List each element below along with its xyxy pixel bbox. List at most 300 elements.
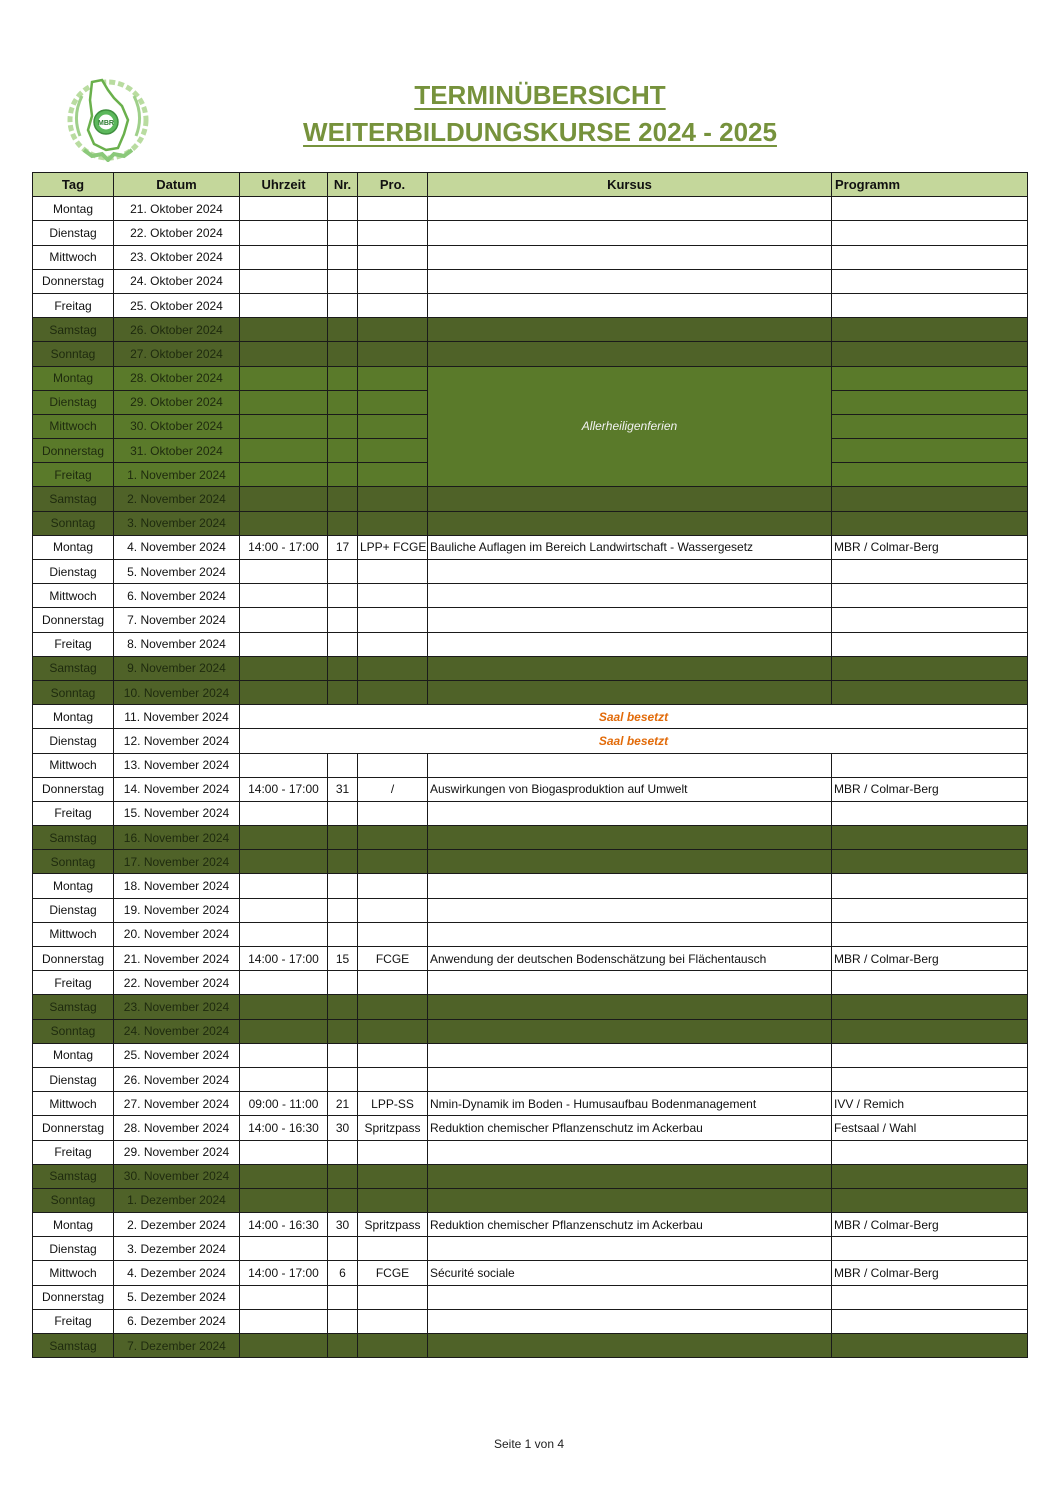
cell-pro [358,1237,428,1261]
cell-tag: Donnerstag [33,608,114,632]
table-row [33,1334,1028,1358]
table-row [33,898,1028,922]
table-row [33,1019,1028,1043]
cell-tag: Mittwoch [33,245,114,269]
cell-pro [358,1334,428,1358]
cell-tag: Donnerstag [33,1116,114,1140]
cell-nr [328,801,358,825]
table-row [33,197,1028,221]
cell-programm [832,922,1028,946]
cell-pro [358,632,428,656]
cell-tag: Mittwoch [33,1092,114,1116]
cell-uhrzeit [240,439,328,463]
cell-datum: 5. November 2024 [114,560,240,584]
cell-uhrzeit: 14:00 - 16:30 [240,1116,328,1140]
cell-kursus [428,245,832,269]
cell-uhrzeit [240,898,328,922]
cell-datum: 27. Oktober 2024 [114,342,240,366]
cell-kursus [428,898,832,922]
cell-programm [832,269,1028,293]
cell-tag: Samstag [33,1334,114,1358]
cell-tag: Samstag [33,1164,114,1188]
cell-uhrzeit [240,656,328,680]
cell-datum: 2. Dezember 2024 [114,1213,240,1237]
cell-tag: Montag [33,1213,114,1237]
cell-nr [328,584,358,608]
cell-kursus [428,1334,832,1358]
cell-programm [832,1188,1028,1212]
cell-tag: Donnerstag [33,439,114,463]
cell-datum: 8. November 2024 [114,632,240,656]
cell-nr [328,366,358,390]
cell-datum: 24. Oktober 2024 [114,269,240,293]
cell-tag: Sonntag [33,342,114,366]
cell-nr [328,874,358,898]
cell-pro [358,898,428,922]
cell-nr [328,269,358,293]
cell-nr [328,922,358,946]
cell-datum: 26. Oktober 2024 [114,318,240,342]
cell-uhrzeit: 09:00 - 11:00 [240,1092,328,1116]
cell-datum: 23. November 2024 [114,995,240,1019]
cell-nr [328,971,358,995]
table-row [33,632,1028,656]
cell-uhrzeit [240,318,328,342]
cell-programm [832,1164,1028,1188]
table-row [33,680,1028,704]
table-row [33,1237,1028,1261]
cell-nr: 21 [328,1092,358,1116]
cell-kursus: Auswirkungen von Biogasproduktion auf Umwelt [428,777,832,801]
cell-pro [358,293,428,317]
cell-kursus [428,1237,832,1261]
cell-tag: Mittwoch [33,753,114,777]
cell-datum: 15. November 2024 [114,801,240,825]
cell-kursus [428,269,832,293]
cell-datum: 7. Dezember 2024 [114,1334,240,1358]
cell-nr [328,632,358,656]
cell-uhrzeit [240,1188,328,1212]
table-header-row [33,173,1028,197]
table-row [33,1285,1028,1309]
cell-kursus [428,874,832,898]
cell-programm [832,753,1028,777]
cell-nr [328,1309,358,1333]
cell-uhrzeit [240,826,328,850]
cell-programm [832,656,1028,680]
cell-kursus [428,511,832,535]
cell-programm: MBR / Colmar-Berg [832,535,1028,559]
cell-pro [358,1188,428,1212]
cell-programm [832,608,1028,632]
cell-tag: Donnerstag [33,1285,114,1309]
cell-programm [832,826,1028,850]
cell-nr [328,1285,358,1309]
cell-tag: Freitag [33,971,114,995]
cell-busy-note: Saal besetzt [240,729,1028,753]
cell-datum: 14. November 2024 [114,777,240,801]
cell-tag: Dienstag [33,390,114,414]
cell-tag: Dienstag [33,1237,114,1261]
cell-nr [328,826,358,850]
cell-pro [358,221,428,245]
cell-uhrzeit [240,1067,328,1091]
table-body [33,197,1028,1358]
cell-tag: Dienstag [33,221,114,245]
col-header-programm: Programm [832,173,1028,197]
cell-kursus: Anwendung der deutschen Bodenschätzung bei Flächentausch [428,947,832,971]
cell-programm: MBR / Colmar-Berg [832,777,1028,801]
cell-nr [328,1019,358,1043]
cell-datum: 28. November 2024 [114,1116,240,1140]
cell-programm: MBR / Colmar-Berg [832,947,1028,971]
cell-pro [358,922,428,946]
cell-tag: Donnerstag [33,777,114,801]
table-row [33,245,1028,269]
cell-programm [832,245,1028,269]
cell-datum: 6. November 2024 [114,584,240,608]
cell-nr [328,414,358,438]
cell-uhrzeit [240,511,328,535]
cell-uhrzeit [240,608,328,632]
cell-pro [358,850,428,874]
table-row [33,850,1028,874]
table-row [33,971,1028,995]
cell-uhrzeit [240,584,328,608]
cell-uhrzeit [240,293,328,317]
table-row [33,511,1028,535]
cell-kursus [428,1188,832,1212]
cell-uhrzeit [240,463,328,487]
table-row [33,1043,1028,1067]
cell-datum: 19. November 2024 [114,898,240,922]
cell-uhrzeit: 14:00 - 17:00 [240,947,328,971]
page-title: TERMINÜBERSICHT [414,80,666,110]
cell-kursus [428,1067,832,1091]
cell-programm: IVV / Remich [832,1092,1028,1116]
cell-kursus [428,753,832,777]
cell-uhrzeit [240,1334,328,1358]
cell-programm [832,1309,1028,1333]
cell-kursus [428,221,832,245]
cell-nr [328,318,358,342]
cell-uhrzeit [240,269,328,293]
cell-uhrzeit [240,1140,328,1164]
cell-nr [328,1237,358,1261]
cell-nr [328,342,358,366]
cell-datum: 11. November 2024 [114,705,240,729]
cell-programm [832,366,1028,390]
cell-datum: 10. November 2024 [114,680,240,704]
cell-tag: Mittwoch [33,922,114,946]
cell-programm [832,221,1028,245]
cell-pro [358,511,428,535]
page-subtitle: WEITERBILDUNGSKURSE 2024 - 2025 [303,117,777,147]
cell-pro [358,801,428,825]
cell-uhrzeit [240,632,328,656]
cell-nr [328,1334,358,1358]
cell-programm [832,1043,1028,1067]
cell-nr [328,898,358,922]
cell-programm [832,680,1028,704]
cell-nr: 30 [328,1213,358,1237]
cell-datum: 12. November 2024 [114,729,240,753]
table-row [33,608,1028,632]
cell-tag: Samstag [33,318,114,342]
cell-tag: Donnerstag [33,947,114,971]
cell-uhrzeit [240,197,328,221]
cell-datum: 30. Oktober 2024 [114,414,240,438]
cell-pro [358,584,428,608]
col-header-kursus: Kursus [428,173,832,197]
table-row [33,874,1028,898]
col-header-pro: Pro. [358,173,428,197]
cell-nr [328,656,358,680]
cell-nr [328,293,358,317]
cell-kursus: Nmin-Dynamik im Boden - Humusaufbau Bodenmanagement [428,1092,832,1116]
cell-nr [328,560,358,584]
col-header-tag: Tag [33,173,114,197]
cell-uhrzeit [240,680,328,704]
cell-nr [328,1164,358,1188]
cell-datum: 3. November 2024 [114,511,240,535]
cell-uhrzeit: 14:00 - 17:00 [240,535,328,559]
cell-kursus [428,850,832,874]
cell-pro [358,245,428,269]
cell-kursus [428,342,832,366]
cell-datum: 16. November 2024 [114,826,240,850]
cell-datum: 28. Oktober 2024 [114,366,240,390]
cell-uhrzeit [240,874,328,898]
cell-tag: Montag [33,705,114,729]
cell-programm [832,995,1028,1019]
cell-nr: 15 [328,947,358,971]
cell-pro [358,1043,428,1067]
cell-tag: Samstag [33,656,114,680]
cell-kursus [428,971,832,995]
cell-datum: 4. November 2024 [114,535,240,559]
table-row [33,1116,1028,1140]
page-footer: Seite 1 von 4 [493,1437,565,1451]
cell-programm [832,1140,1028,1164]
cell-programm [832,197,1028,221]
cell-kursus [428,995,832,1019]
cell-kursus [428,197,832,221]
cell-pro [358,826,428,850]
cell-datum: 1. November 2024 [114,463,240,487]
cell-programm [832,1285,1028,1309]
cell-pro [358,680,428,704]
cell-uhrzeit [240,850,328,874]
cell-kursus [428,487,832,511]
cell-nr [328,1188,358,1212]
cell-pro [358,318,428,342]
cell-pro [358,656,428,680]
cell-uhrzeit [240,560,328,584]
cell-datum: 30. November 2024 [114,1164,240,1188]
cell-uhrzeit [240,221,328,245]
cell-pro [358,439,428,463]
cell-datum: 29. Oktober 2024 [114,390,240,414]
cell-datum: 9. November 2024 [114,656,240,680]
cell-kursus [428,293,832,317]
cell-tag: Samstag [33,487,114,511]
cell-nr [328,197,358,221]
cell-nr [328,439,358,463]
cell-datum: 13. November 2024 [114,753,240,777]
cell-nr [328,995,358,1019]
table-row [33,269,1028,293]
cell-kursus [428,560,832,584]
cell-kursus [428,656,832,680]
cell-datum: 22. November 2024 [114,971,240,995]
cell-nr: 6 [328,1261,358,1285]
cell-pro [358,874,428,898]
cell-programm: MBR / Colmar-Berg [832,1261,1028,1285]
table-row [33,366,1028,390]
table-row [33,1140,1028,1164]
cell-programm [832,971,1028,995]
cell-nr [328,390,358,414]
schedule-table [32,172,1028,1358]
cell-tag: Mittwoch [33,1261,114,1285]
cell-pro: / [358,777,428,801]
cell-uhrzeit [240,801,328,825]
cell-kursus [428,680,832,704]
cell-nr [328,1043,358,1067]
cell-nr [328,753,358,777]
cell-datum: 31. Oktober 2024 [114,439,240,463]
cell-uhrzeit [240,971,328,995]
cell-datum: 5. Dezember 2024 [114,1285,240,1309]
cell-busy-note: Saal besetzt [240,705,1028,729]
cell-pro [358,560,428,584]
cell-kursus: Reduktion chemischer Pflanzenschutz im Ackerbau [428,1116,832,1140]
cell-uhrzeit [240,1164,328,1188]
cell-nr [328,245,358,269]
cell-kursus [428,1309,832,1333]
table-row [33,1261,1028,1285]
cell-pro [358,366,428,390]
cell-programm [832,560,1028,584]
cell-uhrzeit [240,995,328,1019]
cell-kursus [428,1164,832,1188]
cell-kursus [428,608,832,632]
cell-holiday-label: Allerheiligenferien [428,366,832,487]
col-header-uhrzeit: Uhrzeit [240,173,328,197]
cell-datum: 17. November 2024 [114,850,240,874]
cell-tag: Mittwoch [33,584,114,608]
cell-datum: 6. Dezember 2024 [114,1309,240,1333]
cell-pro: Spritzpass [358,1116,428,1140]
cell-pro [358,995,428,1019]
cell-programm [832,390,1028,414]
cell-datum: 18. November 2024 [114,874,240,898]
cell-programm [832,632,1028,656]
cell-nr [328,850,358,874]
cell-uhrzeit [240,1309,328,1333]
table-row [33,729,1028,753]
cell-uhrzeit [240,487,328,511]
cell-nr: 31 [328,777,358,801]
cell-datum: 7. November 2024 [114,608,240,632]
cell-programm: MBR / Colmar-Berg [832,1213,1028,1237]
cell-programm [832,1019,1028,1043]
cell-programm [832,463,1028,487]
cell-uhrzeit [240,1285,328,1309]
cell-tag: Sonntag [33,850,114,874]
cell-nr: 17 [328,535,358,559]
cell-tag: Freitag [33,293,114,317]
cell-tag: Sonntag [33,1019,114,1043]
cell-uhrzeit: 14:00 - 17:00 [240,1261,328,1285]
col-header-nr: Nr. [328,173,358,197]
cell-datum: 25. Oktober 2024 [114,293,240,317]
cell-tag: Mittwoch [33,414,114,438]
cell-kursus [428,1019,832,1043]
cell-nr [328,511,358,535]
table-row [33,487,1028,511]
cell-nr [328,463,358,487]
cell-programm [832,511,1028,535]
table-row [33,1309,1028,1333]
cell-kursus [428,1285,832,1309]
table-row [33,1213,1028,1237]
cell-datum: 25. November 2024 [114,1043,240,1067]
cell-programm [832,1334,1028,1358]
cell-tag: Freitag [33,801,114,825]
cell-pro [358,753,428,777]
cell-programm [832,1237,1028,1261]
cell-nr [328,1067,358,1091]
cell-datum: 4. Dezember 2024 [114,1261,240,1285]
cell-kursus [428,1140,832,1164]
cell-pro: FCGE [358,947,428,971]
cell-datum: 3. Dezember 2024 [114,1237,240,1261]
table-row [33,995,1028,1019]
cell-programm [832,342,1028,366]
cell-kursus [428,801,832,825]
mbr-logo-icon [62,76,154,162]
cell-tag: Samstag [33,995,114,1019]
cell-programm [832,318,1028,342]
cell-pro: LPP-SS [358,1092,428,1116]
table-row [33,535,1028,559]
cell-datum: 24. November 2024 [114,1019,240,1043]
cell-pro [358,1019,428,1043]
table-row [33,922,1028,946]
cell-datum: 20. November 2024 [114,922,240,946]
cell-programm [832,1067,1028,1091]
table-row [33,1188,1028,1212]
table-row [33,947,1028,971]
cell-uhrzeit [240,922,328,946]
cell-kursus [428,922,832,946]
cell-tag: Montag [33,197,114,221]
cell-pro [358,414,428,438]
cell-nr [328,1140,358,1164]
cell-datum: 23. Oktober 2024 [114,245,240,269]
cell-tag: Sonntag [33,680,114,704]
cell-datum: 2. November 2024 [114,487,240,511]
table-row [33,705,1028,729]
cell-tag: Donnerstag [33,269,114,293]
cell-programm [832,414,1028,438]
cell-tag: Dienstag [33,1067,114,1091]
cell-kursus [428,1043,832,1067]
cell-kursus [428,632,832,656]
col-header-datum: Datum [114,173,240,197]
